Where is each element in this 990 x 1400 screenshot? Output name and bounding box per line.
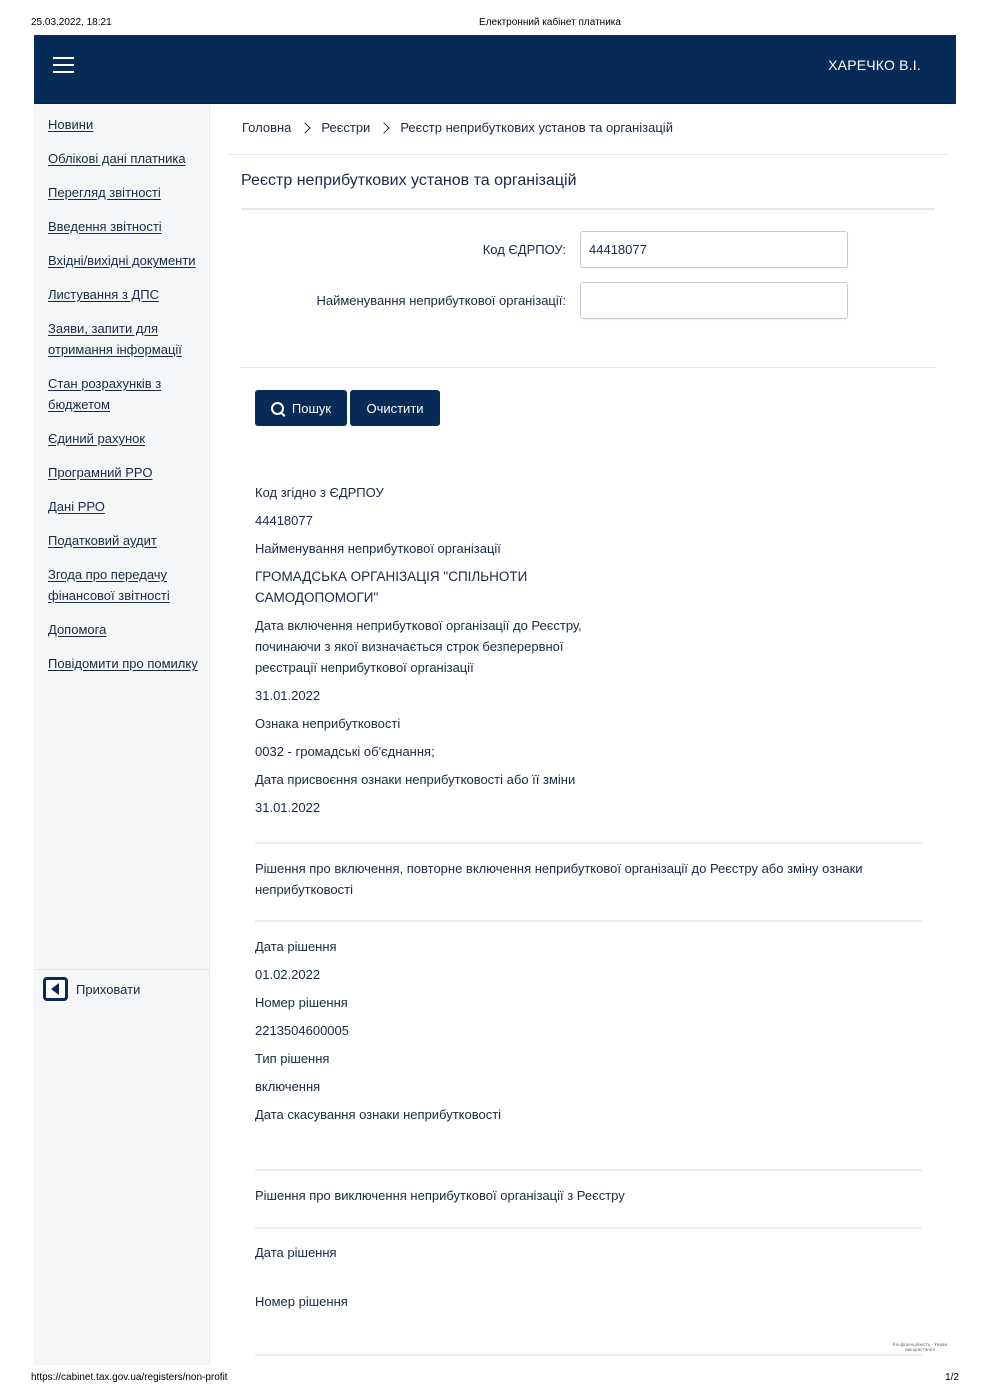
search-button[interactable] bbox=[255, 390, 347, 426]
sidebar-nav bbox=[48, 114, 198, 687]
inclusion-decision-details bbox=[255, 936, 915, 1132]
sidebar-item-help[interactable]: Допомога bbox=[48, 622, 107, 637]
sidebar-item-documents[interactable]: Вхідні/вихідні документи bbox=[48, 253, 196, 268]
divider bbox=[241, 208, 935, 210]
sidebar-item-rro-data[interactable]: Дані РРО bbox=[48, 499, 105, 514]
sidebar-item-requests[interactable]: Заяви, запити для отримання інформації bbox=[48, 321, 182, 357]
field-value: 0032 - громадські об'єднання; bbox=[255, 744, 435, 759]
sidebar-item-software-rro[interactable]: Програмний РРО bbox=[48, 465, 153, 480]
field-value: 31.01.2022 bbox=[255, 688, 321, 703]
sidebar-item-budget-settlements[interactable]: Стан розрахунків з бюджетом bbox=[48, 376, 162, 412]
hamburger-icon[interactable] bbox=[53, 57, 75, 75]
page-title: Реєстр неприбуткових установ та організацій bbox=[241, 172, 577, 189]
sidebar-item-financial-consent[interactable]: Згода про передачу фінансової звітності bbox=[48, 567, 170, 603]
breadcrumb-registers[interactable]: Реєстри bbox=[321, 120, 371, 135]
clear-button[interactable]: Очистити bbox=[350, 390, 440, 426]
field-label: Код згідно з ЄДРПОУ bbox=[255, 485, 384, 500]
field-label: Дата скасування ознаки неприбутковості bbox=[255, 1107, 502, 1122]
org-name-label: Найменування неприбуткової організації: bbox=[316, 292, 566, 308]
field-label: Дата включення неприбуткової організації до Реєстру, починаючи з якої визначається строк безперервної реєстрації неприбуткової організації bbox=[255, 618, 582, 675]
print-datetime: 25.03.2022, 18:21 bbox=[31, 17, 112, 28]
hide-sidebar-button[interactable] bbox=[43, 977, 140, 1001]
divider bbox=[255, 1227, 922, 1229]
field-value: 01.02.2022 bbox=[255, 967, 321, 982]
org-name-row bbox=[241, 281, 862, 319]
print-url: https://cabinet.tax.gov.ua/registers/non-profit bbox=[31, 1372, 228, 1383]
sidebar-item-account-data[interactable]: Облікові дані платника bbox=[48, 151, 186, 166]
app-window bbox=[34, 35, 956, 1365]
recaptcha-privacy-terms[interactable]: Конфіденційність - Умови використання bbox=[892, 1342, 948, 1352]
breadcrumb-current: Реєстр неприбуткових установ та організацій bbox=[400, 120, 673, 135]
field-label: Ознака неприбутковості bbox=[255, 716, 401, 731]
chevron-right-icon bbox=[300, 122, 311, 133]
search-button-label: Пошук bbox=[291, 400, 332, 416]
divider bbox=[255, 920, 922, 922]
sidebar-item-tax-audit[interactable]: Податковий аудит bbox=[48, 533, 157, 548]
divider bbox=[255, 842, 922, 844]
field-value: 31.01.2022 bbox=[255, 800, 321, 815]
field-label: Тип рішення bbox=[255, 1051, 330, 1066]
print-title: Електронний кабінет платника bbox=[479, 17, 621, 28]
edrpou-row bbox=[241, 230, 862, 268]
sidebar bbox=[34, 104, 210, 1365]
user-name[interactable]: ХАРЕЧКО В.І. bbox=[828, 57, 921, 73]
edrpou-input[interactable] bbox=[580, 231, 848, 268]
field-label: Найменування неприбуткової організації bbox=[255, 541, 501, 556]
divider bbox=[241, 367, 935, 368]
sidebar-item-single-account[interactable]: Єдиний рахунок bbox=[48, 431, 146, 446]
field-label: Номер рішення bbox=[255, 995, 348, 1010]
exclusion-section-title: Рішення про виключення неприбуткової організації з Реєстру bbox=[255, 1188, 625, 1203]
field-value: 44418077 bbox=[255, 513, 313, 528]
field-label: Дата рішення bbox=[255, 939, 337, 954]
inclusion-section-title: Рішення про включення, повторне включення неприбуткової організації до Реєстру або зміну ознаки неприбутковості bbox=[255, 861, 863, 897]
hide-sidebar-label: Приховати bbox=[76, 981, 141, 997]
print-page-number: 1/2 bbox=[945, 1372, 959, 1383]
divider bbox=[228, 154, 948, 155]
field-value: включення bbox=[255, 1079, 321, 1094]
field-value: 2213504600005 bbox=[255, 1023, 349, 1038]
chevron-right-icon bbox=[379, 122, 390, 133]
field-label: Дата присвоєння ознаки неприбутковості або її зміни bbox=[255, 772, 576, 787]
top-bar bbox=[34, 35, 956, 104]
divider bbox=[255, 1169, 922, 1171]
divider bbox=[255, 1354, 922, 1356]
result-details bbox=[255, 482, 925, 825]
edrpou-label: Код ЄДРПОУ: bbox=[482, 241, 566, 257]
collapse-left-icon bbox=[43, 977, 68, 1001]
field-value: ГРОМАДСЬКА ОРГАНІЗАЦІЯ "СПІЛЬНОТИ САМОДОПОМОГИ" bbox=[255, 569, 528, 605]
breadcrumb bbox=[242, 120, 673, 135]
field-label: Дата рішення bbox=[255, 1245, 337, 1260]
main-content bbox=[210, 104, 956, 1365]
field-label: Номер рішення bbox=[255, 1294, 348, 1309]
search-icon bbox=[271, 402, 284, 415]
sidebar-item-news[interactable]: Новини bbox=[48, 117, 94, 132]
sidebar-item-view-reports[interactable]: Перегляд звітності bbox=[48, 185, 161, 200]
sidebar-item-enter-reports[interactable]: Введення звітності bbox=[48, 219, 162, 234]
sidebar-divider bbox=[34, 969, 210, 970]
sidebar-item-correspondence[interactable]: Листування з ДПС bbox=[48, 287, 160, 302]
sidebar-item-report-error[interactable]: Повідомити про помилку bbox=[48, 656, 198, 671]
org-name-input[interactable] bbox=[580, 282, 848, 319]
breadcrumb-home[interactable]: Головна bbox=[242, 120, 292, 135]
